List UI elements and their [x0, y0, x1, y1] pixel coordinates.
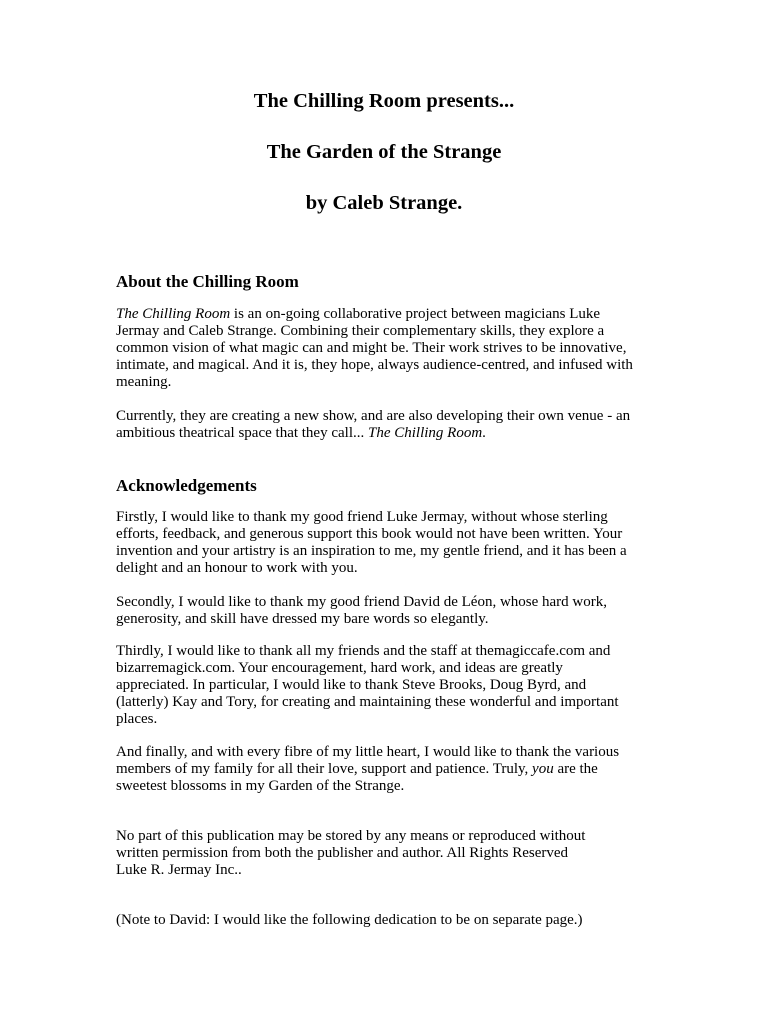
- text-line: Jermay and Caleb Strange. Combining their complementary skills, they explore a: [116, 323, 605, 339]
- paragraph-ack-4: [116, 744, 661, 795]
- emphasis-text: you: [532, 761, 554, 777]
- heading-about: About the Chilling Room: [116, 272, 299, 291]
- title-presents: The Chilling Room presents...: [253, 90, 515, 112]
- text-line: No part of this publication may be stored by any means or reproduced without: [116, 828, 586, 844]
- text-line: [116, 425, 661, 442]
- paragraph-ack-2: [116, 594, 661, 628]
- emphasis-text: The Chilling Room: [116, 306, 231, 322]
- text-line: Luke R. Jermay Inc..: [116, 862, 242, 878]
- text-line: common vision of what magic can and might be. Their work strives to be innovative,: [116, 340, 627, 356]
- text-line: meaning.: [116, 374, 172, 390]
- text-line: sweetest blossoms in my Garden of the Strange.: [116, 778, 405, 794]
- paragraph-ack-1: [116, 509, 661, 577]
- paragraph-about-2: [116, 408, 661, 442]
- text-line: intimate, and magical. And it is, they hope, always audience-centred, and infused with: [116, 357, 633, 373]
- text-run: are the: [553, 761, 598, 777]
- text-line: efforts, feedback, and generous support this book would not have been written. Your: [116, 526, 623, 542]
- text-line: written permission from both the publisher and author. All Rights Reserved: [116, 845, 569, 861]
- text-run: is an on-going collaborative project between magicians Luke: [230, 306, 601, 322]
- text-line: [116, 306, 661, 323]
- text-line: (Note to David: I would like the following dedication to be on separate page.): [116, 912, 583, 928]
- copyright-notice: [116, 828, 661, 879]
- text-line: appreciated. In particular, I would like to thank Steve Brooks, Doug Byrd, and: [116, 677, 587, 693]
- text-line: generosity, and skill have dressed my bare words so elegantly.: [116, 611, 489, 627]
- text-line: And finally, and with every fibre of my little heart, I would like to thank the various: [116, 744, 620, 760]
- text-run: ambitious theatrical space that they call...: [116, 425, 368, 441]
- text-line: bizarremagick.com. Your encouragement, hard work, and ideas are greatly: [116, 660, 563, 676]
- text-line: Firstly, I would like to thank my good friend Luke Jermay, without whose sterling: [116, 509, 608, 525]
- text-line: Secondly, I would like to thank my good friend David de Léon, whose hard work,: [116, 594, 608, 610]
- text-run: .: [482, 425, 486, 441]
- text-line: [116, 761, 661, 778]
- paragraph-about-1: [116, 306, 661, 391]
- text-line: places.: [116, 711, 158, 727]
- text-line: delight and an honour to work with you.: [116, 560, 358, 576]
- heading-acknowledgements: Acknowledgements: [116, 476, 257, 495]
- text-run: members of my family for all their love, support and patience. Truly,: [116, 761, 533, 777]
- title-author: by Caleb Strange.: [305, 192, 463, 214]
- paragraph-ack-3: [116, 643, 661, 728]
- text-line: invention and your artistry is an inspiration to me, my gentle friend, and it has been a: [116, 543, 627, 559]
- title-book: The Garden of the Strange: [266, 141, 502, 163]
- text-line: Thirdly, I would like to thank all my friends and the staff at themagiccafe.com and: [116, 643, 611, 659]
- emphasis-text: The Chilling Room: [368, 425, 483, 441]
- note-to-editor: [116, 912, 661, 929]
- text-line: (latterly) Kay and Tory, for creating and maintaining these wonderful and important: [116, 694, 619, 710]
- text-line: Currently, they are creating a new show, and are also developing their own venue - an: [116, 408, 631, 424]
